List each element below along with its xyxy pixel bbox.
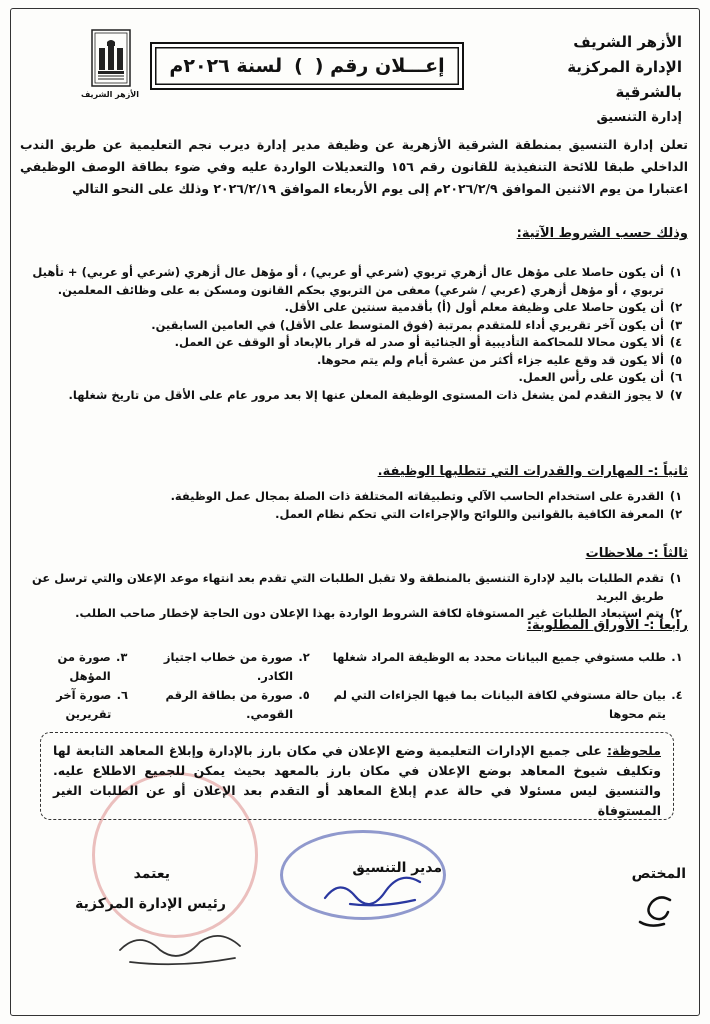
specialist-signature-icon — [630, 892, 680, 932]
list-item — [22, 387, 688, 405]
item-number: ٧) — [669, 387, 683, 402]
item-number: ٦) — [669, 370, 683, 384]
list-item — [22, 488, 688, 506]
documents-row — [22, 686, 688, 724]
skills-heading: ثانياً :- المهارات والقدرات التي تتطلبها الوظيفة. — [377, 464, 688, 479]
director-signature-icon — [320, 870, 430, 910]
conditions-list — [22, 264, 688, 404]
intro-paragraph — [20, 134, 688, 200]
documents-row — [22, 648, 688, 686]
skills-list — [22, 488, 688, 523]
item-number: ١. — [671, 650, 683, 664]
announcement-label: إعـــلان رقم ( — [314, 55, 445, 77]
item-text: المعرفة الكافية بالقوانين واللوائح والإجراءات التي تحكم نظام العمل. — [275, 506, 664, 521]
item-text: تقدم الطلبات باليد لإدارة التنسيق بالمنطقة ولا تقبل الطلبات التي تقدم بعد انتهاء موعد الإعلان والتي ترسل عن طريق البريد — [32, 571, 664, 603]
item-text: القدرة على استخدام الحاسب الآلي وتطبيقاته المختلفة ذات الصلة بمجال عمل الوظيفة. — [170, 489, 664, 503]
document-item — [315, 686, 688, 724]
item-text: أن يكون حاصلا على وظيفة معلم أول (أ) بأقدمية سنتين على الأقل. — [284, 300, 664, 314]
announcement-year: لسنة ٢٠٢٦م — [169, 55, 283, 77]
list-item — [22, 299, 688, 317]
item-number: ٦. — [116, 688, 129, 702]
item-text: أن يكون على رأس العمل. — [518, 370, 664, 384]
item-text: صورة من بطاقة الرقم القومي. — [165, 688, 294, 721]
coordination-director-label: مدير التنسيق — [352, 860, 442, 876]
announcement-title-box — [150, 42, 464, 90]
item-number: ١) — [669, 265, 683, 279]
item-number: ٣. — [116, 650, 128, 664]
documents-table — [22, 648, 688, 724]
item-number: ٢) — [669, 300, 683, 314]
logo-caption: الأزهر الشريف — [80, 90, 139, 99]
remarks-list — [22, 570, 688, 623]
org-line-azhar: الأزهر الشريف — [573, 33, 682, 51]
note-text: على جميع الإدارات التعليمية وضع الإعلان في مكان بارز بالإدارة وإبلاغ المعاهد التابعة لها وتكليف شيوخ المعاهد بوضع الإعلان في مكان بارز بالمعهد بحيث يمكن للجميع الاطلاع عليه. والتنسيق ليس مسئولا في حالة عدم إبلاغ المعاهد أو التقدم بعد الإعلان أو عن الطلبات الغير المستوفاة — [53, 743, 661, 818]
specialist-signature-label: المختص — [631, 866, 686, 882]
list-item — [22, 369, 688, 387]
central-head-label: رئيس الإدارة المركزية — [75, 896, 226, 912]
item-text: بيان حالة مستوفي لكافة البيانات بما فيها الجزاءات التي لم يتم محوها — [333, 688, 666, 721]
item-number: ١) — [669, 571, 683, 585]
item-text: طلب مستوفي جميع البيانات محدد به الوظيفة المراد شغلها — [332, 650, 666, 664]
item-text: صورة من المؤهل — [57, 650, 111, 683]
item-number: ٢. — [298, 650, 310, 664]
list-item — [22, 264, 688, 299]
item-number: ٢) — [669, 506, 683, 521]
intro-text: تعلن إدارة التنسيق بمنطقة الشرقية الأزهرية عن وظيفة مدير إدارة ديرب نجم التعليمية عن طريق الندب الداخلي طبقا للائحة التنفيذية للقانون رقم ١٥٦ والتعديلات الواردة عليه وفي ضوء بطاقة الوصف الوظيفي اعتبارا من يوم الاثنين الموافق ٢٠٢٦/٢/٩م إلى يوم الأربعاء الموافق ٢٠٢٦/٢/١٩ وذلك على النحو التالي — [20, 137, 688, 196]
item-text: يتم استبعاد الطلبات غير المستوفاة لكافة الشروط الواردة بهذا الإعلان دون الحاجة لإخطار صاحب الطلب. — [75, 606, 664, 620]
item-text: صورة آخر تقريرين — [56, 688, 112, 721]
note-box — [40, 732, 674, 820]
org-line-coordination: إدارة التنسيق — [596, 110, 682, 125]
head-signature-icon — [110, 920, 250, 970]
list-item — [22, 506, 688, 524]
org-line-central-admin: الإدارة المركزية بالشرقية — [567, 58, 682, 101]
item-number: ٥. — [298, 688, 310, 702]
list-item — [22, 317, 688, 335]
item-number: ٢) — [669, 606, 683, 620]
item-text: لا يجوز التقدم لمن يشغل ذات المستوى الوظيفة المعلن عنها إلا بعد مرور عام على الأقل من تاريخ شغلها. — [68, 387, 664, 402]
approved-label: يعتمد — [133, 866, 170, 882]
documents-heading: رابعاً :- الأوراق المطلوبة: — [526, 618, 688, 633]
list-item — [22, 334, 688, 352]
item-text: صورة من خطاب اجتياز الكادر. — [163, 650, 294, 683]
item-number: ٣) — [669, 317, 683, 332]
azhar-logo-icon — [90, 28, 132, 88]
document-item — [22, 686, 315, 724]
document-item — [315, 648, 688, 686]
item-number: ١) — [669, 489, 683, 503]
org-header — [512, 30, 682, 130]
item-text: أن يكون حاصلا على مؤهل عال أزهري تربوي (شرعي أو عربي) ، أو مؤهل عال أزهري (شرعي أو عربي) + تأهيل تربوي ، أو مؤهل أزهري (عربي / شرعي) معفى من التربوي بحكم القانون ومسكن به على وظائف المعلمين. — [32, 265, 664, 297]
document-item — [22, 648, 315, 686]
note-title: ملحوظة: — [606, 743, 661, 758]
item-text: أن يكون آخر تقريري أداء للمتقدم بمرتبة (فوق المتوسط على الأقل) في العامين السابقين. — [151, 317, 664, 332]
item-number: ٤) — [669, 335, 683, 349]
item-text: ألا يكون قد وقع عليه جزاء أكثر من عشرة أيام ولم يتم محوها. — [316, 352, 664, 367]
list-item — [22, 352, 688, 370]
announcement-close: ) — [294, 55, 303, 77]
item-number: ٤. — [671, 688, 683, 702]
conditions-heading: وذلك حسب الشروط الآتية: — [516, 226, 688, 241]
item-number: ٥) — [669, 352, 683, 367]
item-text: ألا يكون محالا للمحاكمة التأديبية أو الجنائية أو صدر له قرار بالإبعاد أو الوقف عن العمل. — [174, 335, 664, 349]
list-item — [22, 570, 688, 605]
remarks-heading: ثالثاً :- ملاحظات — [585, 546, 688, 561]
